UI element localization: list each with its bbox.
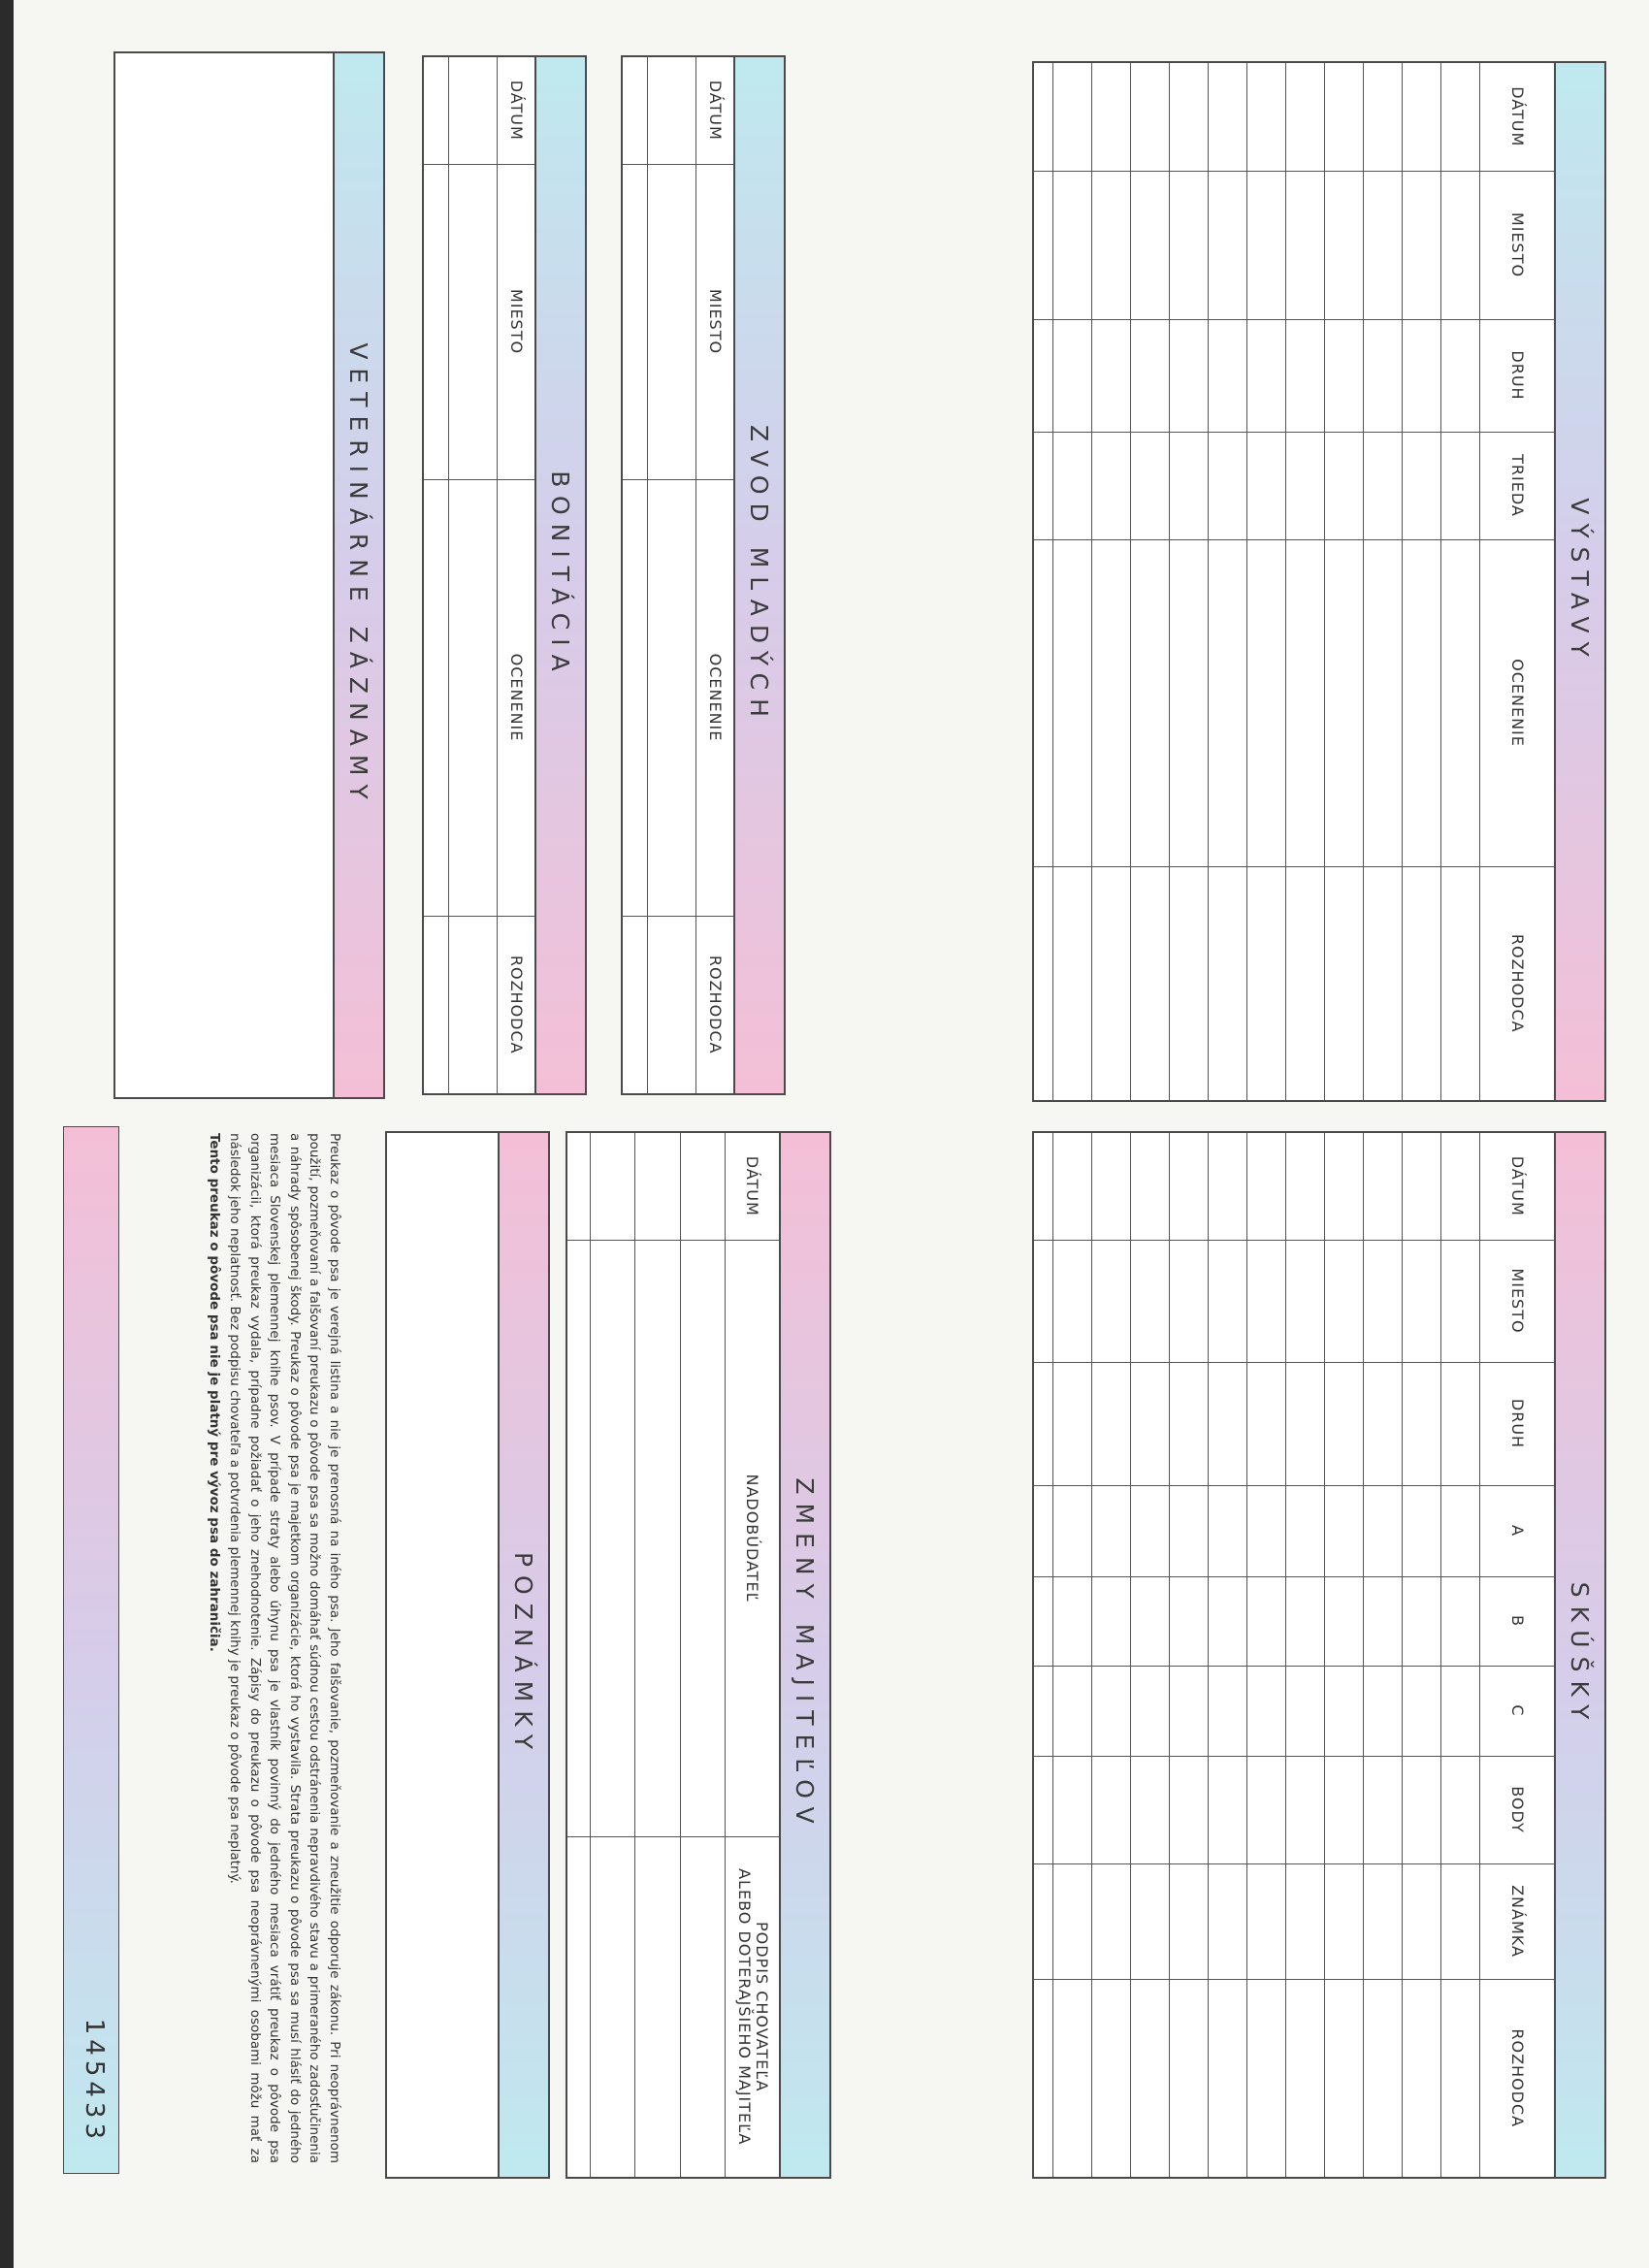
zvod-col-datum: DÁTUM (696, 57, 733, 164)
skusky-col-druh: DRUH (1480, 1362, 1554, 1485)
skusky-col-rozhodca: ROZHODCA (1480, 1979, 1554, 2177)
vystavy-col-rozhodca: ROZHODCA (1480, 866, 1554, 1100)
table-row[interactable] (1170, 63, 1209, 1100)
vystavy-section (1032, 61, 1606, 1102)
table-row[interactable] (1441, 1133, 1480, 2177)
table-row[interactable] (680, 1133, 726, 2177)
table-row[interactable] (590, 1133, 635, 2177)
vystavy-col-datum: DÁTUM (1480, 63, 1554, 171)
table-row[interactable] (424, 57, 448, 1093)
table-row[interactable] (1247, 63, 1286, 1100)
zvod-title: ZVOD MLADÝCH (733, 57, 784, 1093)
zmeny-title: ZMENY MAJITEĽOV (779, 1133, 829, 2177)
table-row[interactable] (647, 57, 696, 1093)
serial-bar (63, 1126, 119, 2174)
table-row[interactable] (1364, 1133, 1403, 2177)
poznamky-section (385, 1131, 550, 2179)
zmeny-section (566, 1131, 831, 2179)
poznamky-title: POZNÁMKY (498, 1133, 548, 2177)
zvod-col-ocenenie: OCENENIE (696, 479, 733, 916)
bonitacia-section (422, 55, 587, 1095)
zmeny-col-nadobudatel: NADOBÚDATEĽ (726, 1240, 779, 1836)
vystavy-title: VÝSTAVY (1554, 63, 1604, 1100)
table-row[interactable] (1034, 1133, 1053, 2177)
vystavy-table (1034, 63, 1554, 1100)
skusky-col-znamka: ZNÁMKA (1480, 1863, 1554, 1979)
poznamky-notes-area[interactable] (387, 1133, 498, 2177)
skusky-section (1032, 1131, 1606, 2179)
table-row[interactable] (1364, 63, 1403, 1100)
skusky-title: SKÚŠKY (1554, 1133, 1604, 2177)
bonitacia-col-ocenenie: OCENENIE (498, 479, 534, 916)
bonitacia-col-rozhodca: ROZHODCA (498, 916, 534, 1093)
skusky-col-a: A (1480, 1485, 1554, 1576)
skusky-col-miesto: MIESTO (1480, 1240, 1554, 1362)
table-row[interactable] (635, 1133, 681, 2177)
table-row[interactable] (1286, 63, 1325, 1100)
table-row[interactable] (1247, 1133, 1286, 2177)
serial-number: 145433 (80, 2018, 109, 2144)
table-row[interactable] (623, 57, 647, 1093)
serial-band (64, 1127, 118, 2173)
bonitacia-col-datum: DÁTUM (498, 57, 534, 164)
table-row[interactable] (1092, 63, 1131, 1100)
table-row[interactable] (1441, 63, 1480, 1100)
table-row[interactable] (1131, 63, 1170, 1100)
table-row[interactable] (1286, 1133, 1325, 2177)
vystavy-col-ocenenie: OCENENIE (1480, 539, 1554, 866)
table-row[interactable] (1403, 63, 1441, 1100)
zmeny-sign-line1: PODPIS CHOVATEĽA (752, 1922, 771, 2092)
vet-section (113, 51, 385, 1099)
table-row[interactable] (448, 57, 498, 1093)
bonitacia-table (424, 57, 534, 1093)
vystavy-col-miesto: MIESTO (1480, 171, 1554, 319)
table-row[interactable] (1131, 1133, 1170, 2177)
table-row[interactable] (1034, 63, 1053, 1100)
legal-text: Preukaz o pôvode psa je verejná listina a nie je prenosná na iného psa. Jeho falšovanie, pozmeňovanie a zneužitie odporuje zákonu. Pri neoprávnenom použití, pozmeňovaní a falšovaní preukazu o pôvode psa sa možno domáhať súdnou cestou odstránenia nepravdivého stavu a primeraného zadosťučinenia a náhrady spôsobenej škody. Preukaz o pôvode psa je majetkom organizácie, ktorá ho vystavila. Strata preukazu o pôvode psa sa musí hlásiť do jedného mesiaca Slovenskej plemennej knihe psov. V prípade straty alebo úhynu psa je vlastník povinný do jedného mesiaca vrátiť preukaz o pôvode psa organizácii, ktorá preukaz vydala, prípadne požiadať o jeho znehodnotenie. Zápisy do preukazu o pôvode psa neoprávnenými osobami môžu mať za následok jeho neplatnosť. Bez podpisu chovateľa a potvrdenia plemennej knihy je preukaz o pôvode psa neplatný. (227, 1133, 342, 2163)
zmeny-col-podpis (726, 1836, 779, 2177)
zmeny-table (567, 1133, 779, 2177)
table-row[interactable] (1403, 1133, 1441, 2177)
zmeny-sign-line2: ALEBO DOTERAJŠIEHO MAJITEĽA (734, 1868, 754, 2146)
vystavy-col-trieda: TRIEDA (1480, 432, 1554, 539)
table-row[interactable] (1209, 63, 1247, 1100)
vystavy-col-druh: DRUH (1480, 319, 1554, 432)
skusky-col-body: BODY (1480, 1756, 1554, 1863)
zvod-col-miesto: MIESTO (696, 164, 733, 479)
bonitacia-col-miesto: MIESTO (498, 164, 534, 479)
legal-notice (205, 1133, 344, 2163)
legal-bold-text: Tento preukaz o pôvode psa nie je platný pre vývoz psa do zahraničia. (207, 1133, 223, 1652)
skusky-col-datum: DÁTUM (1480, 1133, 1554, 1240)
table-row[interactable] (567, 1133, 590, 2177)
skusky-table (1034, 1133, 1554, 2177)
zmeny-col-datum: DÁTUM (726, 1133, 779, 1240)
zvod-col-rozhodca: ROZHODCA (696, 916, 733, 1093)
table-row[interactable] (1053, 1133, 1092, 2177)
table-row[interactable] (1325, 63, 1364, 1100)
skusky-col-c: C (1480, 1666, 1554, 1756)
table-row[interactable] (1325, 1133, 1364, 2177)
bonitacia-title: BONITÁCIA (534, 57, 585, 1093)
table-row[interactable] (1170, 1133, 1209, 2177)
skusky-col-b: B (1480, 1576, 1554, 1666)
zvod-section (621, 55, 786, 1095)
zvod-table (623, 57, 733, 1093)
table-row[interactable] (1209, 1133, 1247, 2177)
vet-title: VETERINÁRNE ZÁZNAMY (333, 53, 383, 1097)
vet-notes-area[interactable] (115, 53, 333, 1097)
table-row[interactable] (1053, 63, 1092, 1100)
table-row[interactable] (1092, 1133, 1131, 2177)
